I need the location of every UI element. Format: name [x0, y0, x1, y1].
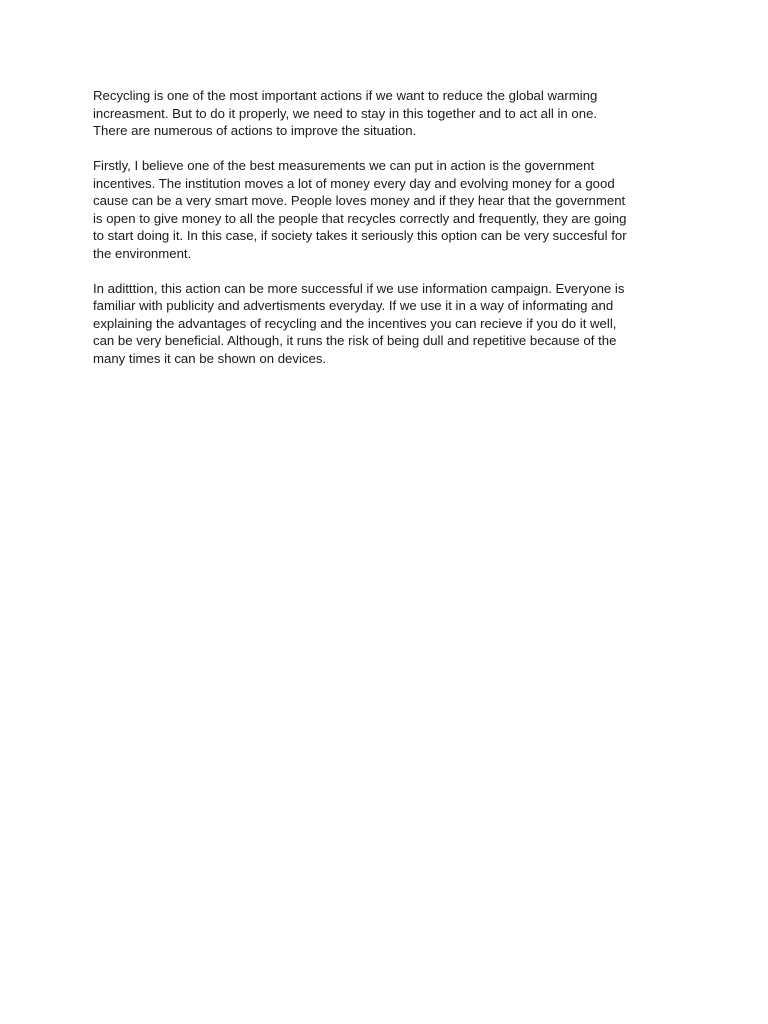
paragraph-government-incentives: Firstly, I believe one of the best measurements we can put in action is the government incentives. The institution moves a lot of money every day and evolving money for a good cause can be a very smart move. People loves money and if they hear that the government is open to give money to all the people that recycles correctly and frequently, they are going to start doing it. In this case, if society takes it seriously this option can be very succesful for the environment.	[93, 158, 627, 261]
paragraph-information-campaign: In aditttion, this action can be more successful if we use information campaign. Everyone is familiar with publicity and advertisments everyday. If we use it in a way of informating and explaining the advantages of recycling and the incentives you can recieve if you do it well, can be very beneficial. Although, it runs the risk of being dull and repetitive because of the many times it can be shown on devices.	[93, 280, 625, 366]
document-body	[93, 87, 673, 385]
paragraph-intro: Recycling is one of the most important actions if we want to reduce the global warming increasment. But to do it properly, we need to stay in this together and to act all in one. There are numerous of actions to improve the situation.	[93, 88, 598, 138]
